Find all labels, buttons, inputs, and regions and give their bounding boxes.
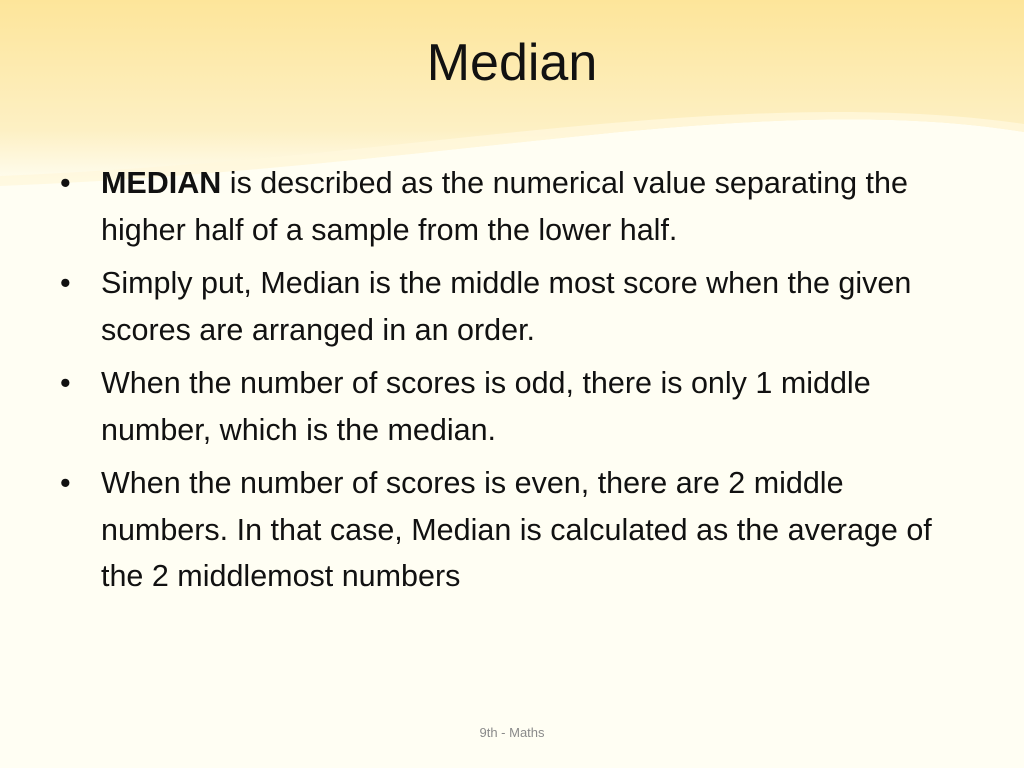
bullet-dot: • — [60, 166, 71, 200]
bullet-item — [60, 460, 970, 600]
bullet-item — [60, 160, 970, 253]
bullet-text — [101, 166, 908, 247]
bullet-body: When the number of scores is odd, there is only 1 middle number, which is the median. — [101, 366, 871, 447]
bullet-dot: • — [60, 366, 71, 400]
bullet-body: When the number of scores is even, there are 2 middle numbers. In that case, Median is calculated as the average of the 2 middlemost numbers — [101, 466, 932, 593]
bullet-lead-term: MEDIAN — [101, 166, 222, 200]
bullet-item — [60, 360, 970, 453]
bullet-dot: • — [60, 266, 71, 300]
bullet-list — [60, 160, 970, 607]
slide-title: Median — [426, 34, 598, 92]
slide-footer: 9th - Maths — [479, 725, 545, 740]
bullet-body: Simply put, Median is the middle most score when the given scores are arranged in an order. — [101, 266, 912, 347]
bullet-dot: • — [60, 466, 71, 500]
bullet-item — [60, 260, 970, 353]
bullet-body: is described as the numerical value separating the higher half of a sample from the lower half. — [101, 166, 908, 247]
